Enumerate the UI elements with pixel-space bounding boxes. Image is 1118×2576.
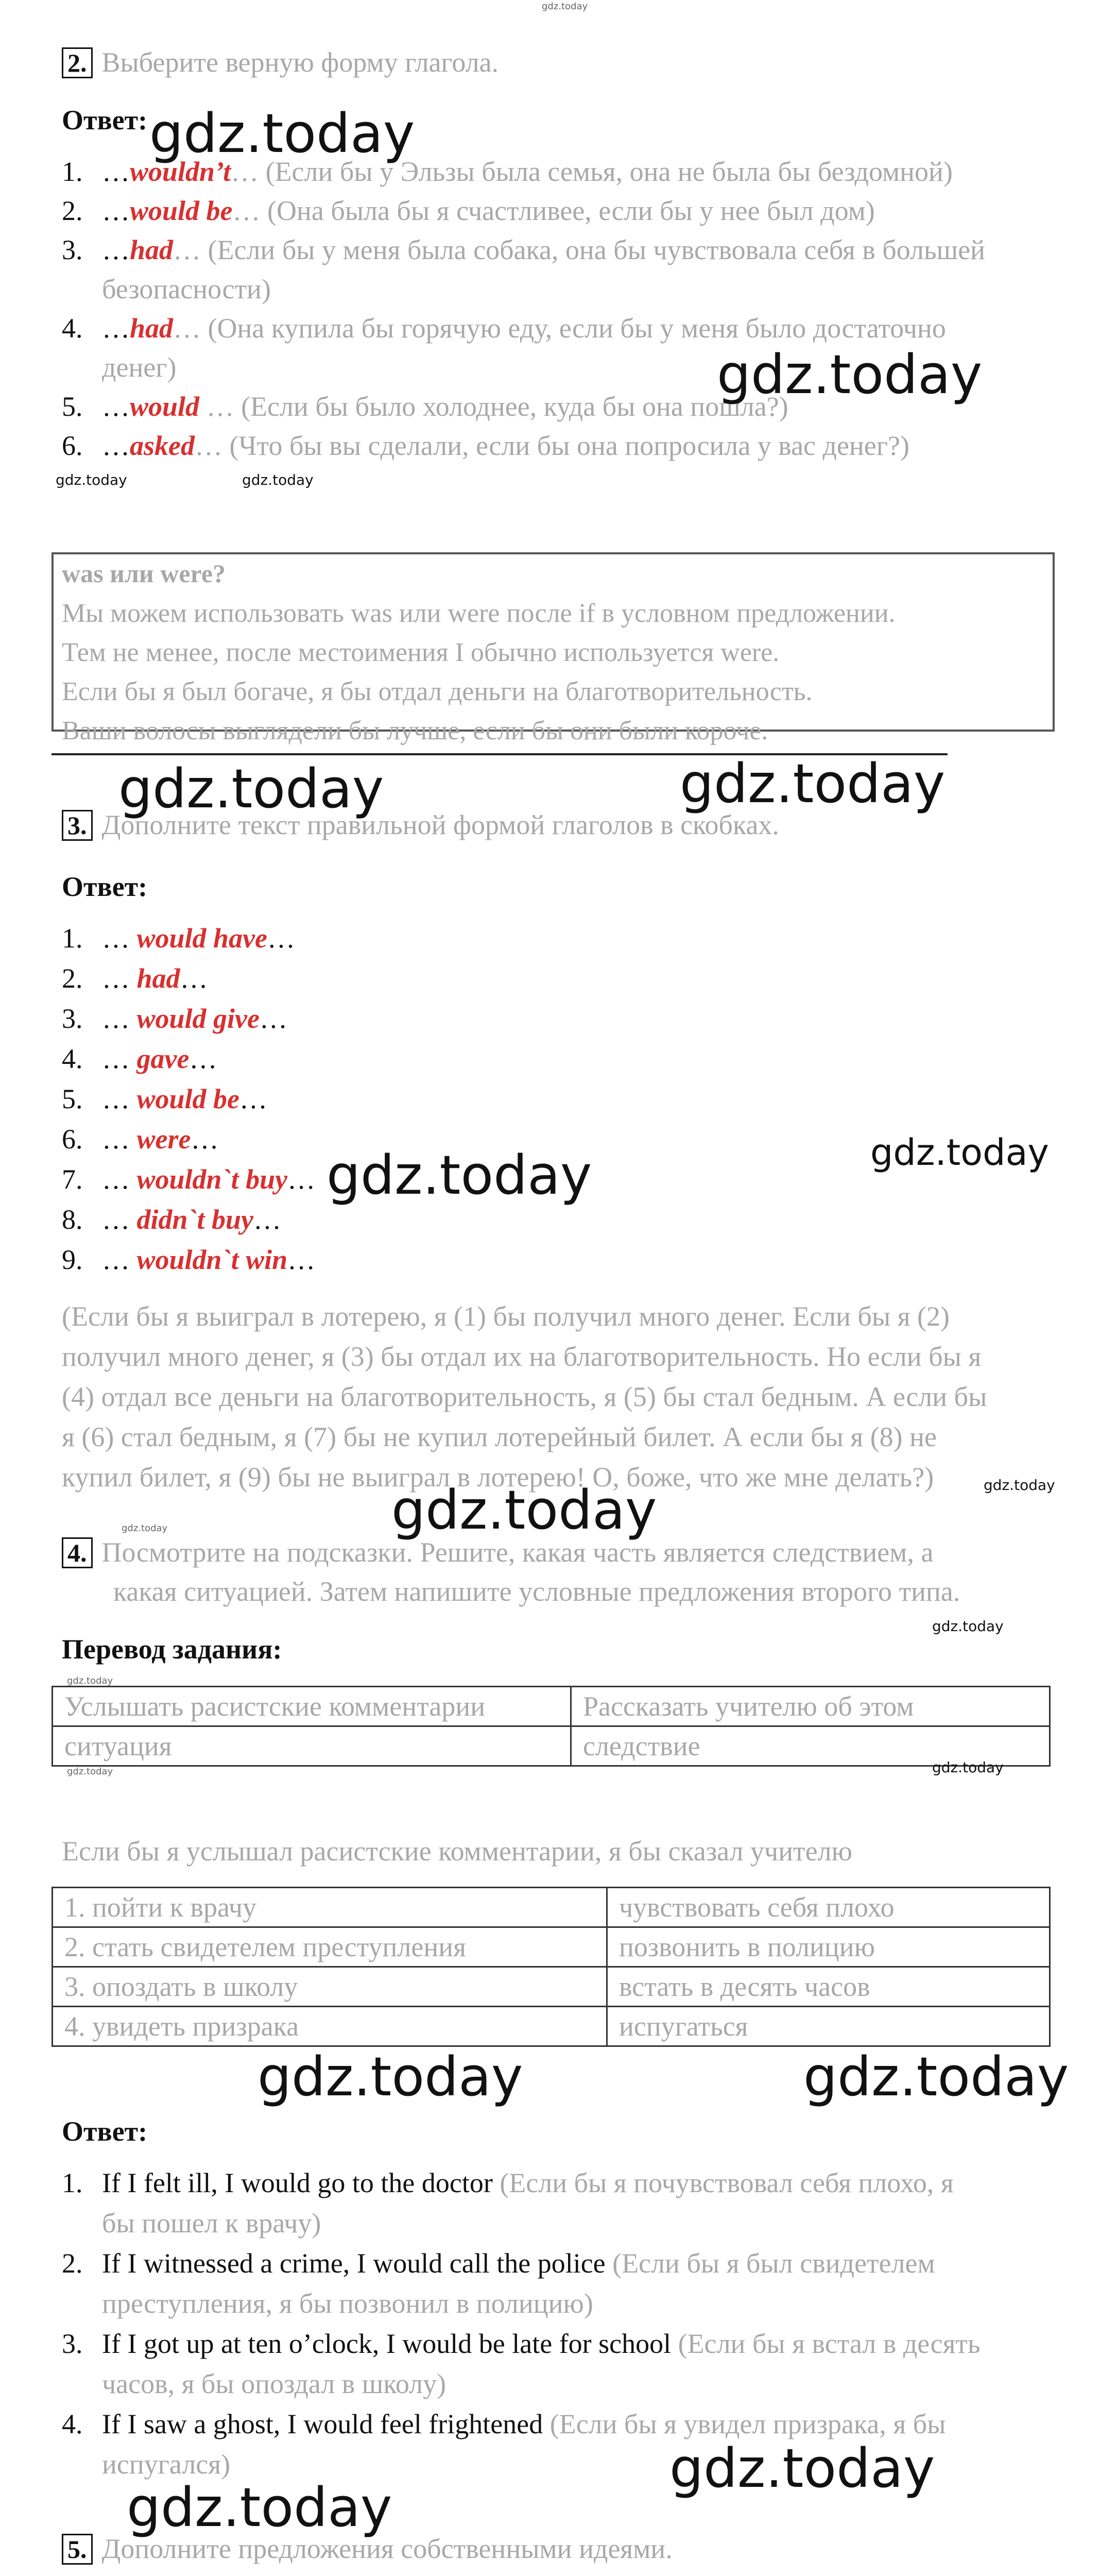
item-prefix: … bbox=[102, 1164, 137, 1195]
item-suffix: … bbox=[253, 1204, 282, 1235]
sec2-title: Выберите верную форму глагола. bbox=[101, 47, 499, 78]
watermark: gdz.today bbox=[127, 2476, 392, 2539]
item-number: 2. bbox=[62, 2248, 83, 2279]
table-cell: чувствовать себя плохо bbox=[607, 1888, 1050, 1927]
sec4-translation-label: Перевод задания: bbox=[62, 1634, 282, 1665]
paragraph-line: я (6) стал бедным, я (7) бы не купил лотерейный билет. А если бы я (8) не bbox=[62, 1421, 937, 1452]
item-answer: would have bbox=[136, 923, 268, 954]
watermark: gdz.today bbox=[118, 757, 384, 820]
list-item bbox=[62, 2246, 935, 2281]
watermark: gdz.today bbox=[984, 1477, 1055, 1494]
item-prefix: … bbox=[102, 1244, 137, 1275]
watermark: gdz.today bbox=[932, 1759, 1004, 1776]
item-answer: If I saw a ghost, I would feel frightened bbox=[102, 2409, 543, 2439]
table-cell: Рассказать учителю об этом bbox=[571, 1687, 1050, 1726]
watermark: gdz.today bbox=[122, 1523, 168, 1534]
item-number: 5. bbox=[62, 391, 83, 422]
item-number: 6. bbox=[62, 430, 83, 461]
list-item bbox=[62, 1162, 315, 1197]
list-item bbox=[62, 2327, 981, 2362]
paragraph-line: купил билет, я (9) бы не выиграл в лотерею! О, боже, что же мне делать?) bbox=[62, 1462, 934, 1493]
item-translation: … (Что бы вы сделали, если бы она попросила у вас денег?) bbox=[194, 430, 909, 461]
item-answer: gave bbox=[136, 1043, 190, 1074]
item-prefix: … bbox=[102, 1124, 137, 1155]
watermark: gdz.today bbox=[717, 343, 983, 406]
item-translation: (Если бы я встал в десять bbox=[671, 2328, 981, 2359]
sec4-title-2: какая ситуацией. Затем напишите условные предложения второго типа. bbox=[113, 1576, 960, 1607]
item-prefix: … bbox=[102, 1204, 137, 1235]
table-row bbox=[53, 2007, 1050, 2046]
sec2-number: 2. bbox=[62, 47, 93, 78]
item-suffix: … bbox=[239, 1083, 268, 1114]
item-answer: wouldn`t win bbox=[136, 1244, 288, 1275]
list-item bbox=[62, 155, 953, 190]
list-item bbox=[62, 921, 295, 956]
item-translation-cont: бы пошел к врачу) bbox=[102, 2208, 321, 2239]
item-suffix: … bbox=[260, 1003, 287, 1034]
watermark: gdz.today bbox=[67, 1766, 113, 1777]
item-number: 5. bbox=[62, 1083, 83, 1114]
item-suffix: … bbox=[189, 1043, 217, 1074]
item-number: 1. bbox=[62, 156, 83, 187]
list-item bbox=[62, 389, 788, 425]
item-number: 1. bbox=[62, 923, 83, 954]
sec2-heading bbox=[62, 45, 498, 80]
item-prefix: … bbox=[102, 1003, 137, 1034]
item-number: 6. bbox=[62, 1124, 83, 1155]
list-item bbox=[62, 429, 909, 464]
watermark: gdz.today bbox=[67, 1675, 113, 1686]
item-number: 3. bbox=[62, 234, 83, 265]
info-line-2: Тем не менее, после местоимения I обычно используется were. bbox=[62, 638, 780, 667]
item-translation: … (Если бы было холоднее, куда бы она пошла?) bbox=[199, 391, 788, 422]
paragraph-line: (4) отдал все деньги на благотворительность, я (5) бы стал бедным. А если бы bbox=[62, 1381, 987, 1412]
item-translation-cont: преступления, я бы позвонил в полицию) bbox=[102, 2288, 593, 2319]
sec4-number: 4. bbox=[62, 1537, 93, 1568]
item-answer: wouldn’t bbox=[130, 156, 231, 187]
item-number: 9. bbox=[62, 1244, 83, 1275]
item-translation: (Если бы я увидел призрака, я бы bbox=[543, 2409, 946, 2439]
item-answer: would bbox=[130, 391, 200, 422]
sec4-heading-1 bbox=[62, 1535, 933, 1570]
sec3-title: Дополните текст правильной формой глаголов в скобках. bbox=[101, 809, 779, 840]
item-number: 4. bbox=[62, 313, 83, 344]
item-number: 4. bbox=[62, 2409, 83, 2439]
sec3-answer-label: Ответ: bbox=[62, 871, 148, 902]
list-item bbox=[62, 1243, 315, 1278]
item-suffix: … bbox=[180, 963, 208, 994]
info-line-1: Мы можем использовать was или were после if в условном предложении. bbox=[62, 599, 896, 628]
watermark: gdz.today bbox=[149, 102, 415, 165]
info-title: was или were? bbox=[62, 559, 226, 588]
table-row bbox=[53, 1726, 1050, 1766]
item-number: 4. bbox=[62, 1043, 83, 1074]
table-row bbox=[53, 1687, 1050, 1726]
item-prefix: … bbox=[102, 430, 130, 461]
item-translation: денег) bbox=[102, 352, 177, 383]
item-answer: wouldn`t buy bbox=[136, 1164, 288, 1195]
item-prefix: … bbox=[102, 963, 137, 994]
list-item bbox=[62, 272, 271, 307]
item-prefix: … bbox=[102, 156, 130, 187]
item-answer: If I witnessed a crime, I would call the police bbox=[102, 2248, 606, 2279]
list-item bbox=[62, 1122, 218, 1157]
list-item bbox=[62, 1002, 287, 1037]
item-translation: … (Если бы у Эльзы была семья, она не была бы бездомной) bbox=[231, 156, 953, 187]
table-cell: 1. пойти к врачу bbox=[53, 1888, 607, 1927]
item-translation: (Если бы я почувствовал себя плохо, я bbox=[492, 2167, 954, 2198]
item-answer: had bbox=[136, 963, 180, 994]
watermark: gdz.today bbox=[669, 2437, 935, 2500]
watermark: gdz.today bbox=[56, 471, 127, 488]
item-number: 3. bbox=[62, 1003, 83, 1034]
item-suffix: … bbox=[287, 1164, 316, 1195]
item-answer: would give bbox=[136, 1003, 260, 1034]
item-answer: would be bbox=[130, 195, 233, 226]
item-prefix: … bbox=[102, 1043, 137, 1074]
list-item bbox=[62, 1202, 281, 1238]
table-cell: позвонить в полицию bbox=[607, 1927, 1050, 1967]
watermark: gdz.today bbox=[257, 2045, 523, 2108]
item-translation: … (Она была бы я счастливее, если бы у нее был дом) bbox=[232, 195, 875, 226]
item-suffix: … bbox=[191, 1124, 219, 1155]
table-cell: ситуация bbox=[53, 1726, 571, 1766]
item-number: 3. bbox=[62, 2328, 83, 2359]
table-row bbox=[53, 1927, 1050, 1967]
item-translation-cont: испугался) bbox=[102, 2449, 231, 2480]
watermark: gdz.today bbox=[391, 1479, 657, 1541]
watermark: gdz.today bbox=[932, 1618, 1004, 1635]
paragraph-line: получил много денег, я (3) бы отдал их на благотворительность. Но если бы я bbox=[62, 1341, 982, 1372]
list-item bbox=[62, 2166, 954, 2201]
item-prefix: … bbox=[102, 234, 130, 265]
watermark: gdz.today bbox=[242, 471, 314, 488]
table-cell: 2. стать свидетелем преступления bbox=[53, 1927, 607, 1967]
item-translation: (Если бы я был свидетелем bbox=[605, 2248, 935, 2279]
sec4-title-1: Посмотрите на подсказки. Решите, какая часть является следствием, а bbox=[101, 1537, 934, 1568]
sec3-heading bbox=[62, 808, 779, 843]
table-cell: Услышать расистские комментарии bbox=[53, 1687, 571, 1726]
sec4-table-2 bbox=[51, 1887, 1051, 2047]
item-answer: had bbox=[130, 313, 174, 344]
item-suffix: … bbox=[267, 923, 296, 954]
sec2-answer-label: Ответ: bbox=[62, 105, 148, 135]
sec5-heading bbox=[62, 2532, 673, 2567]
list-item bbox=[62, 350, 176, 385]
table-row bbox=[53, 1888, 1050, 1927]
item-answer: were bbox=[136, 1124, 191, 1155]
item-number: 2. bbox=[62, 963, 83, 994]
list-item bbox=[62, 961, 208, 996]
list-item bbox=[62, 233, 985, 268]
watermark-top: gdz.today bbox=[542, 1, 588, 12]
sec3-number: 3. bbox=[62, 810, 93, 841]
sec4-answer-label: Ответ: bbox=[62, 2116, 148, 2147]
paragraph-line: (Если бы я выиграл в лотерею, я (1) бы получил много денег. Если бы я (2) bbox=[62, 1301, 950, 1332]
item-prefix: … bbox=[102, 313, 130, 344]
item-number: 8. bbox=[62, 1204, 83, 1235]
item-answer: had bbox=[130, 234, 174, 265]
item-translation: … (Она купила бы горячую еду, если бы у меня было достаточно bbox=[173, 313, 946, 344]
list-item bbox=[62, 1082, 267, 1117]
item-translation: … (Если бы у меня была собака, она бы чувствовала себя в большей bbox=[173, 234, 986, 265]
item-number: 7. bbox=[62, 1164, 83, 1195]
watermark: gdz.today bbox=[680, 752, 945, 815]
item-answer: If I felt ill, I would go to the doctor bbox=[102, 2167, 493, 2198]
table-cell: 3. опоздать в школу bbox=[53, 1967, 607, 2007]
sec4-table-1 bbox=[51, 1686, 1051, 1767]
info-line-3: Если бы я был богаче, я бы отдал деньги на благотворительность. bbox=[62, 677, 813, 706]
table-cell: испугаться bbox=[607, 2007, 1050, 2046]
info-line-4: Ваши волосы выглядели бы лучше, если бы они были короче. bbox=[62, 716, 768, 745]
item-answer: would be bbox=[136, 1083, 240, 1114]
item-answer: didn`t buy bbox=[136, 1204, 254, 1235]
sec5-title: Дополните предложения собственными идеями. bbox=[101, 2533, 673, 2564]
item-number: 2. bbox=[62, 195, 83, 226]
list-item bbox=[62, 194, 875, 229]
table-cell: 4. увидеть призрака bbox=[53, 2007, 607, 2046]
item-prefix: … bbox=[102, 923, 137, 954]
watermark: gdz.today bbox=[803, 2045, 1069, 2108]
watermark: gdz.today bbox=[870, 1131, 1049, 1174]
item-translation: безопасности) bbox=[102, 274, 271, 304]
list-item bbox=[62, 1042, 217, 1077]
item-prefix: … bbox=[102, 1083, 137, 1114]
sec4-example: Если бы я услышал расистские комментарии, я бы сказал учителю bbox=[62, 1836, 852, 1867]
table-cell: следствие bbox=[571, 1726, 1050, 1766]
item-answer: If I got up at ten o’clock, I would be late for school bbox=[102, 2328, 672, 2359]
list-item bbox=[62, 311, 946, 346]
table-row bbox=[53, 1967, 1050, 2007]
sec5-number: 5. bbox=[62, 2534, 93, 2565]
item-prefix: … bbox=[102, 391, 130, 422]
table-cell: встать в десять часов bbox=[607, 1967, 1050, 2007]
item-number: 1. bbox=[62, 2167, 83, 2198]
item-translation-cont: часов, я бы опоздал в школу) bbox=[102, 2368, 446, 2399]
item-prefix: … bbox=[102, 195, 130, 226]
item-suffix: … bbox=[287, 1244, 316, 1275]
item-answer: asked bbox=[130, 430, 195, 461]
watermark: gdz.today bbox=[326, 1144, 592, 1207]
